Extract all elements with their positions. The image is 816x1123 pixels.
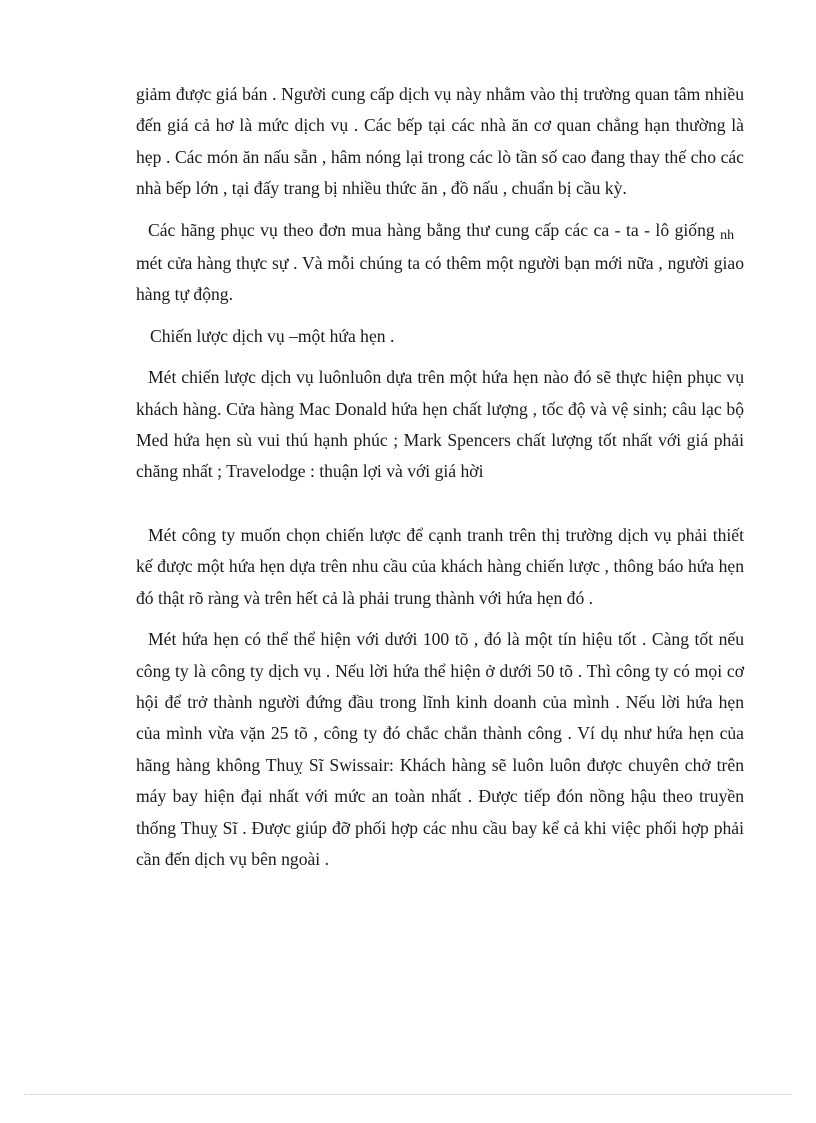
paragraph-gap — [136, 498, 744, 520]
inline-fragment: nh — [720, 227, 735, 243]
paragraph-3: Mét chiến lược dịch vụ luônluôn dựa trên một hứa hẹn nào đó sẽ thực hiện phục vụ khách hàng. Cửa hàng Mac Donald hứa hẹn chất lượng , tốc độ và vệ sinh; câu lạc bộ Med hứa hẹn sù vui thú hạnh phúc ; Mark Spencers chất lượng tốt nhất với giá phải chăng nhất ; Travelodge : thuận lợi và với giá hời — [136, 367, 744, 482]
paragraph-5: Mét hứa hẹn có thể thể hiện với dưới 100 tõ , đó là một tín hiệu tốt . Càng tốt nếu công ty là công ty dịch vụ . Nếu lời hứa thể hiện ở dưới 50 tõ . Thì công ty có mọi cơ hội để trở thành người đứng đầu trong lĩnh kinh doanh của mình . Nếu lời hứa hẹn của mình vừa vặn 25 tõ , công ty đó chắc chắn thành công . Ví dụ như hứa hẹn của hãng hàng không Thuỵ Sĩ Swissair: Khách hàng sẽ luôn luôn được chuyên chở trên máy bay hiện đại nhất với mức an toàn nhất . Được tiếp đón nồng hậu theo truyền thống Thuỵ Sĩ . Được giúp đỡ phối hợp các nhu cầu bay kể cả khi việc phối hợp phải cần đến dịch vụ bên ngoài . — [136, 629, 744, 869]
paragraph-1: giảm được giá bán . Người cung cấp dịch vụ này nhằm vào thị trường quan tâm nhiều đến giá cả hơ là mức dịch vụ . Các bếp tại các nhà ăn cơ quan chẳng hạn thường là hẹp . Các món ăn nấu sẵn , hâm nóng lại trong các lò tần số cao đang thay thế cho các nhà bếp lớn , tại đấy trang bị nhiều thức ăn , đồ nấu , chuẩn bị cầu kỳ. — [136, 84, 744, 199]
paragraph-2 — [136, 215, 744, 311]
paragraph-2-start: Các hãng phục vụ theo đơn mua hàng bằng thư cung cấp các ca - ta - lô giống — [148, 219, 715, 240]
paragraph-2-end: mét cửa hàng thực sự . Và mỗi chúng ta có thêm một người bạn mới nữa , người giao hàng tự động. — [136, 253, 744, 305]
page-bottom-rule — [24, 1094, 792, 1095]
section-heading: Chiến lược dịch vụ –một hứa hẹn . — [150, 325, 395, 346]
paragraph-4: Mét công ty muốn chọn chiến lược để cạnh tranh trên thị trường dịch vụ phải thiết kế được một hứa hẹn dựa trên nhu cầu của khách hàng chiến lược , thông báo hứa hẹn đó thật rõ ràng và trên hết cả là phải trung thành với hứa hẹn đó . — [136, 524, 744, 608]
document-body — [136, 79, 744, 885]
